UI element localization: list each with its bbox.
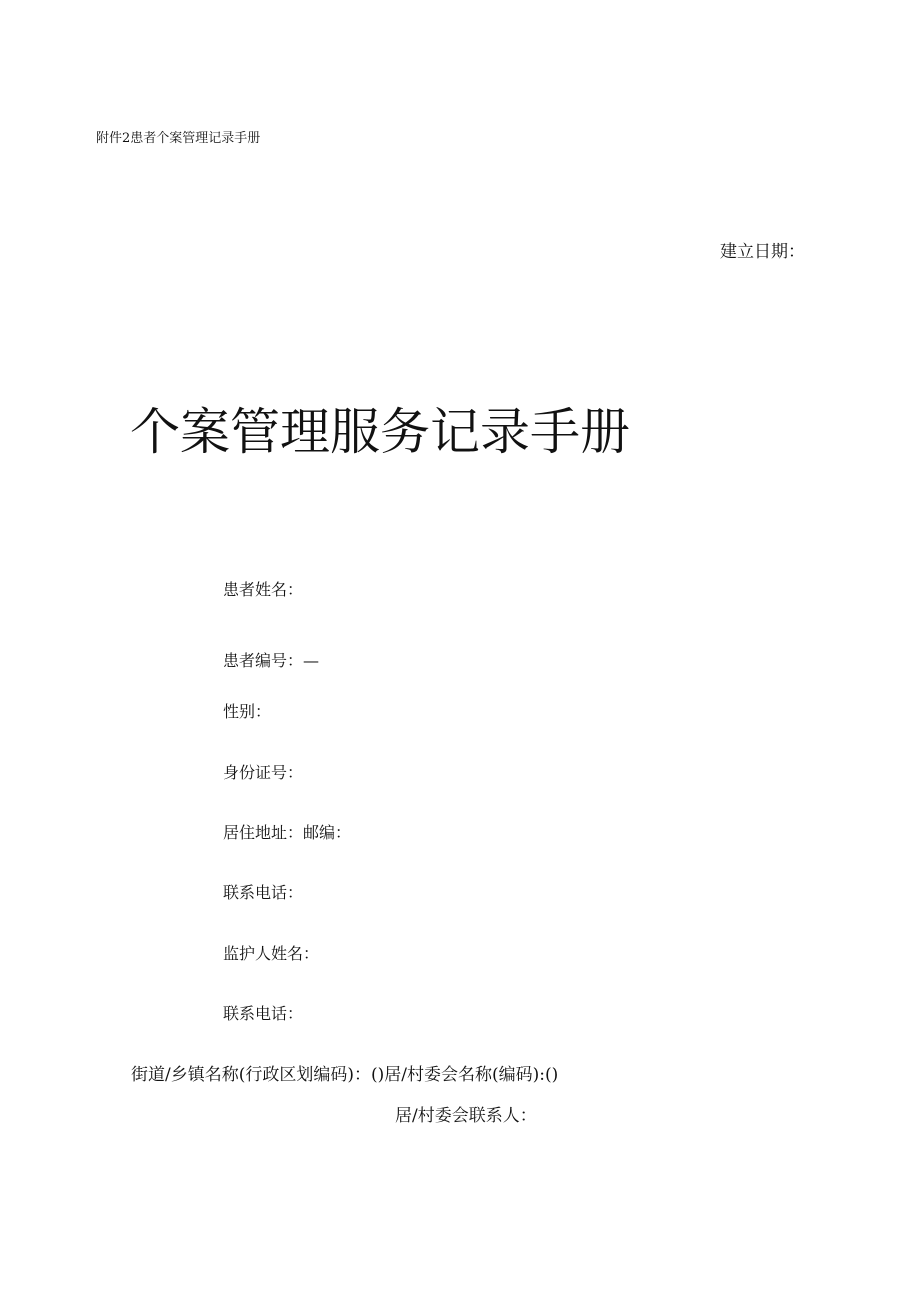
sex-label: 性别：	[223, 702, 272, 721]
phone-label: 联系电话：	[223, 883, 304, 902]
patient-id-label: 患者编号：—	[223, 651, 320, 670]
creation-date-label: 建立日期：	[720, 242, 805, 262]
guardian-name-label: 监护人姓名：	[223, 944, 320, 963]
guardian-phone-label: 联系电话：	[223, 1004, 304, 1023]
street-committee-line: 街道/乡镇名称(行政区划编码)：()居/村委会名称(编码):()	[131, 1065, 559, 1085]
page-title: 个案管理服务记录手册	[130, 403, 630, 461]
address-postcode-label: 居住地址：邮编：	[223, 823, 352, 842]
patient-name-label: 患者姓名：	[223, 580, 304, 599]
attachment-label: 附件2患者个案管理记录手册	[96, 131, 261, 146]
committee-contact-label: 居/村委会联系人：	[395, 1106, 537, 1126]
id-card-label: 身份证号：	[223, 763, 304, 782]
